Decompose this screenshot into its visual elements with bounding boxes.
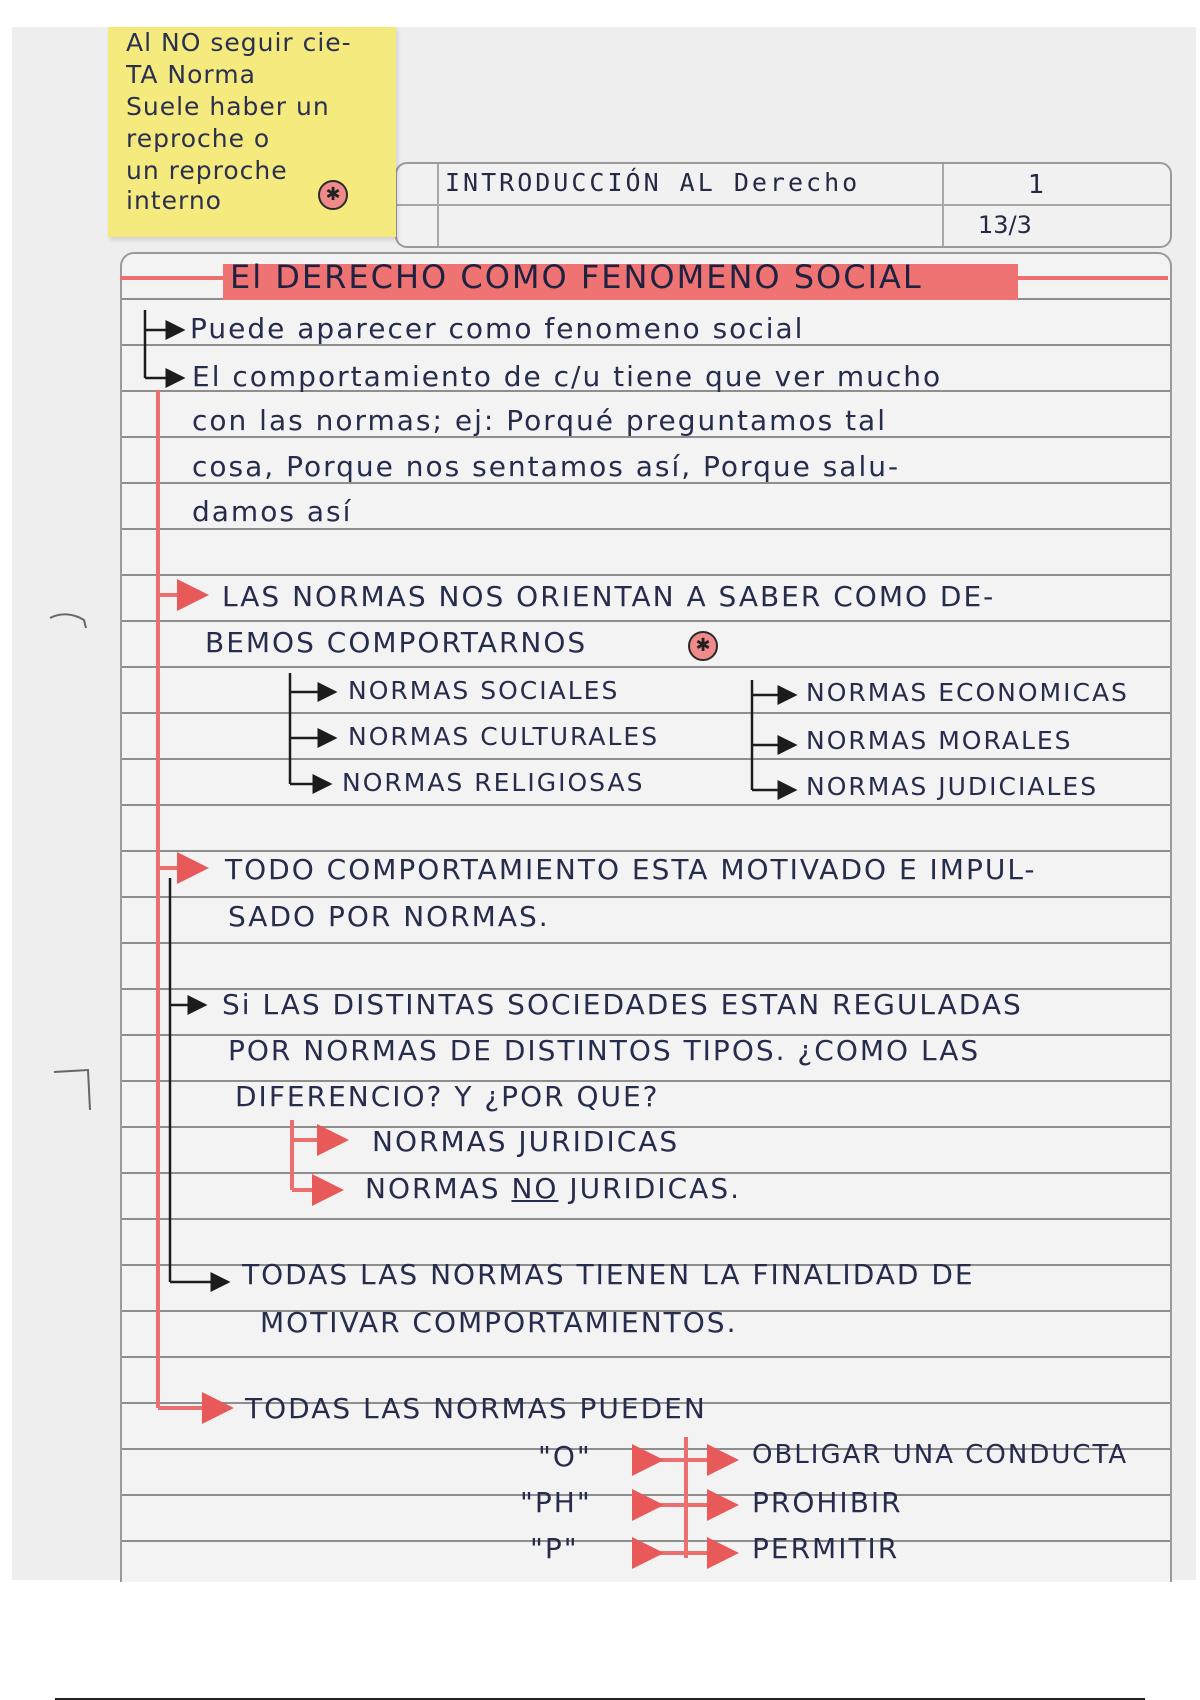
- subject-title: INTRODUCCIÓN AL Derecho: [445, 168, 861, 197]
- norm-type-right-2: NORMAS MORALES: [806, 726, 1073, 755]
- note-line-1: Puede aparecer como fenomeno social: [190, 312, 805, 345]
- action-permitir: PERMITIR: [752, 1532, 900, 1565]
- norm-type-left-3: NORMAS RELIGIOSAS: [342, 768, 645, 797]
- norm-type-right-3: NORMAS JUDICIALES: [806, 772, 1099, 801]
- norm-type-left-2: NORMAS CULTURALES: [348, 722, 660, 751]
- note-line-2d: damos así: [192, 495, 353, 528]
- header-divider: [397, 204, 1170, 206]
- page-title: El DERECHO COMO FENOMENO SOCIAL: [230, 258, 923, 296]
- asterisk-icon: ✱: [688, 631, 718, 661]
- no-juridicas-prefix: NORMAS: [365, 1172, 501, 1205]
- note-line-2b: con las normas; ej: Porqué preguntamos tal: [192, 404, 887, 437]
- sticky-line-3: Suele haber un: [126, 92, 330, 121]
- note-line-3a: LAS NORMAS NOS ORIENTAN A SABER COMO DE-: [222, 580, 996, 613]
- norm-juridicas: NORMAS JURIDICAS: [372, 1125, 680, 1158]
- code-ph: "PH": [520, 1486, 592, 1519]
- note-line-3b: BEMOS COMPORTARNOS: [205, 626, 588, 659]
- norm-type-left-1: NORMAS SOCIALES: [348, 676, 620, 705]
- note-line-4b: SADO POR NORMAS.: [228, 900, 550, 933]
- note-line-4a: TODO COMPORTAMIENTO ESTA MOTIVADO E IMPUL-: [225, 853, 1037, 886]
- note-line-2a: El comportamiento de c/u tiene que ver mucho: [192, 360, 943, 393]
- page-date: 13/3: [978, 211, 1032, 239]
- sticky-line-5: un reproche: [126, 156, 288, 185]
- page-number: 1: [1028, 170, 1045, 200]
- note-line-2c: cosa, Porque nos sentamos así, Porque salu-: [192, 450, 901, 483]
- sticky-line-6: interno: [126, 186, 222, 215]
- note-line-5a: Si LAS DISTINTAS SOCIEDADES ESTAN REGULADAS: [222, 988, 1023, 1021]
- note-line-6a: TODAS LAS NORMAS TIENEN LA FINALIDAD DE: [242, 1258, 975, 1291]
- norm-no-juridicas: [365, 1172, 741, 1205]
- header-page-divider: [942, 164, 944, 246]
- no-juridicas-suffix: JURIDICAS.: [569, 1172, 741, 1205]
- sticky-line-1: Al NO seguir cie-: [126, 28, 352, 57]
- sticky-line-4: reproche o: [126, 124, 271, 153]
- norm-type-right-1: NORMAS ECONOMICAS: [806, 678, 1129, 707]
- asterisk-icon: ✱: [318, 180, 348, 210]
- note-line-7: TODAS LAS NORMAS PUEDEN: [245, 1392, 707, 1425]
- note-line-5b: POR NORMAS DE DISTINTOS TIPOS. ¿COMO LAS: [228, 1034, 981, 1067]
- note-line-5c: DIFERENCIO? Y ¿POR QUE?: [235, 1080, 660, 1113]
- code-p: "P": [530, 1532, 579, 1565]
- sticky-line-2: TA Norma: [126, 60, 256, 89]
- header-margin-divider: [437, 164, 439, 246]
- code-o: "O": [538, 1440, 592, 1473]
- note-line-6b: MOTIVAR COMPORTAMIENTOS.: [260, 1306, 738, 1339]
- action-obligar: OBLIGAR UNA CONDUCTA: [752, 1440, 1129, 1470]
- action-prohibir: PROHIBIR: [752, 1486, 903, 1519]
- no-juridicas-no: NO: [511, 1172, 559, 1205]
